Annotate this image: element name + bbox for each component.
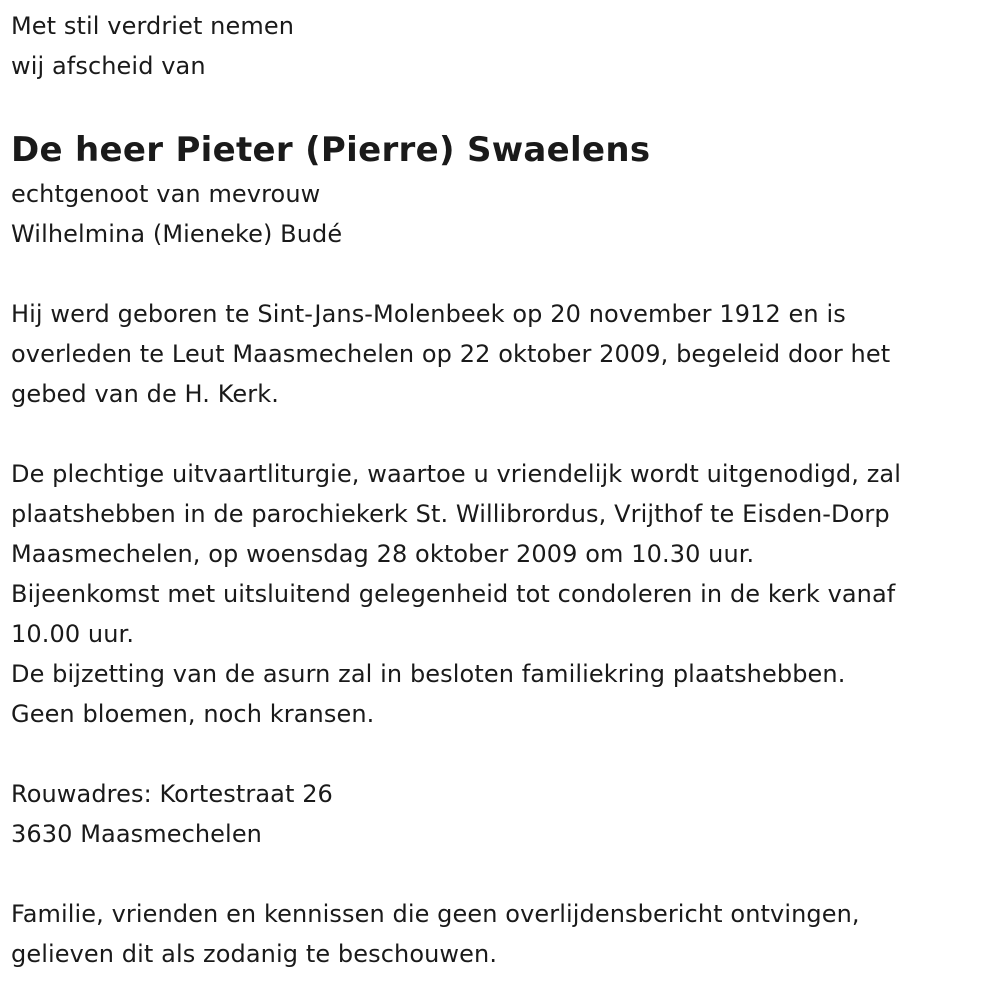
birth-death-line-3: gebed van de H. Kerk.	[11, 380, 279, 408]
deceased-name: De heer Pieter (Pierre) Swaelens	[11, 130, 651, 170]
spacer	[11, 734, 996, 774]
funeral-line-5: 10.00 uur.	[11, 620, 135, 648]
funeral-line-3: Maasmechelen, op woensdag 28 oktober 2009 om 10.30 uur.	[11, 540, 755, 568]
spacer	[11, 86, 996, 126]
funeral-line-6: De bijzetting van de asurn zal in besloten familiekring plaatshebben.	[11, 660, 846, 688]
spouse-line-2: Wilhelmina (Mieneke) Budé	[11, 220, 343, 248]
funeral-line-7: Geen bloemen, noch kransen.	[11, 700, 375, 728]
intro-line-2: wij afscheid van	[11, 52, 206, 80]
intro-line-1: Met stil verdriet nemen	[11, 12, 295, 40]
birth-death-line-2: overleden te Leut Maasmechelen op 22 oktober 2009, begeleid door het	[11, 340, 891, 368]
spacer	[11, 414, 996, 454]
closing-line-2: gelieven dit als zodanig te beschouwen.	[11, 940, 498, 968]
address-line-1: Rouwadres: Kortestraat 26	[11, 780, 333, 808]
address-line-2: 3630 Maasmechelen	[11, 820, 262, 848]
funeral-line-1: De plechtige uitvaartliturgie, waartoe u vriendelijk wordt uitgenodigd, zal	[11, 460, 901, 488]
death-notice	[11, 6, 996, 974]
funeral-line-2: plaatshebben in de parochiekerk St. Willibrordus, Vrijthof te Eisden-Dorp	[11, 500, 890, 528]
spacer	[11, 254, 996, 294]
spacer	[11, 854, 996, 894]
birth-death-line-1: Hij werd geboren te Sint-Jans-Molenbeek op 20 november 1912 en is	[11, 300, 846, 328]
funeral-line-4: Bijeenkomst met uitsluitend gelegenheid tot condoleren in de kerk vanaf	[11, 580, 896, 608]
closing-line-1: Familie, vrienden en kennissen die geen overlijdensbericht ontvingen,	[11, 900, 860, 928]
spouse-line-1: echtgenoot van mevrouw	[11, 180, 321, 208]
